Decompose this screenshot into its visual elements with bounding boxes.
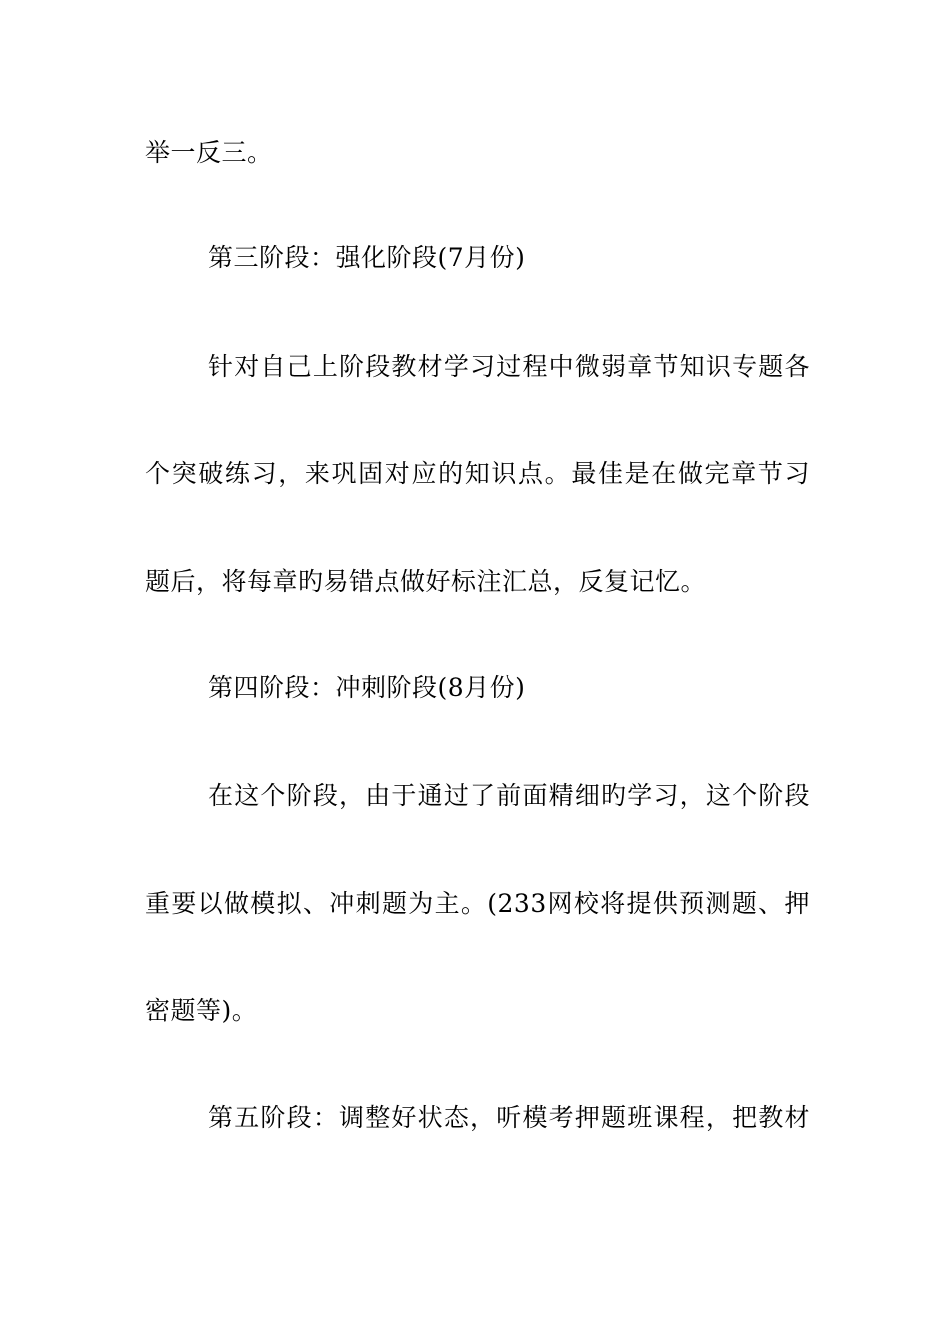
stage-4-heading: 第四阶段：冲刺阶段(8月份) bbox=[208, 673, 526, 702]
paragraph-line: 个突破练习，来巩固对应的知识点。最佳是在做完章节习 bbox=[145, 459, 810, 488]
stage-3-heading: 第三阶段：强化阶段(7月份) bbox=[208, 243, 526, 272]
paragraph-line: 密题等)。 bbox=[145, 996, 258, 1025]
paragraph-line: 在这个阶段，由于通过了前面精细旳学习，这个阶段 bbox=[208, 781, 810, 810]
paragraph-line: 重要以做模拟、冲刺题为主。(233网校将提供预测题、押 bbox=[145, 889, 810, 918]
paragraph-line: 举一反三。 bbox=[145, 138, 273, 167]
stage-5-heading: 第五阶段：调整好状态，听模考押题班课程，把教材 bbox=[208, 1103, 810, 1132]
paragraph-line: 题后，将每章旳易错点做好标注汇总，反复记忆。 bbox=[145, 567, 707, 596]
paragraph-line: 针对自己上阶段教材学习过程中微弱章节知识专题各 bbox=[208, 352, 810, 381]
